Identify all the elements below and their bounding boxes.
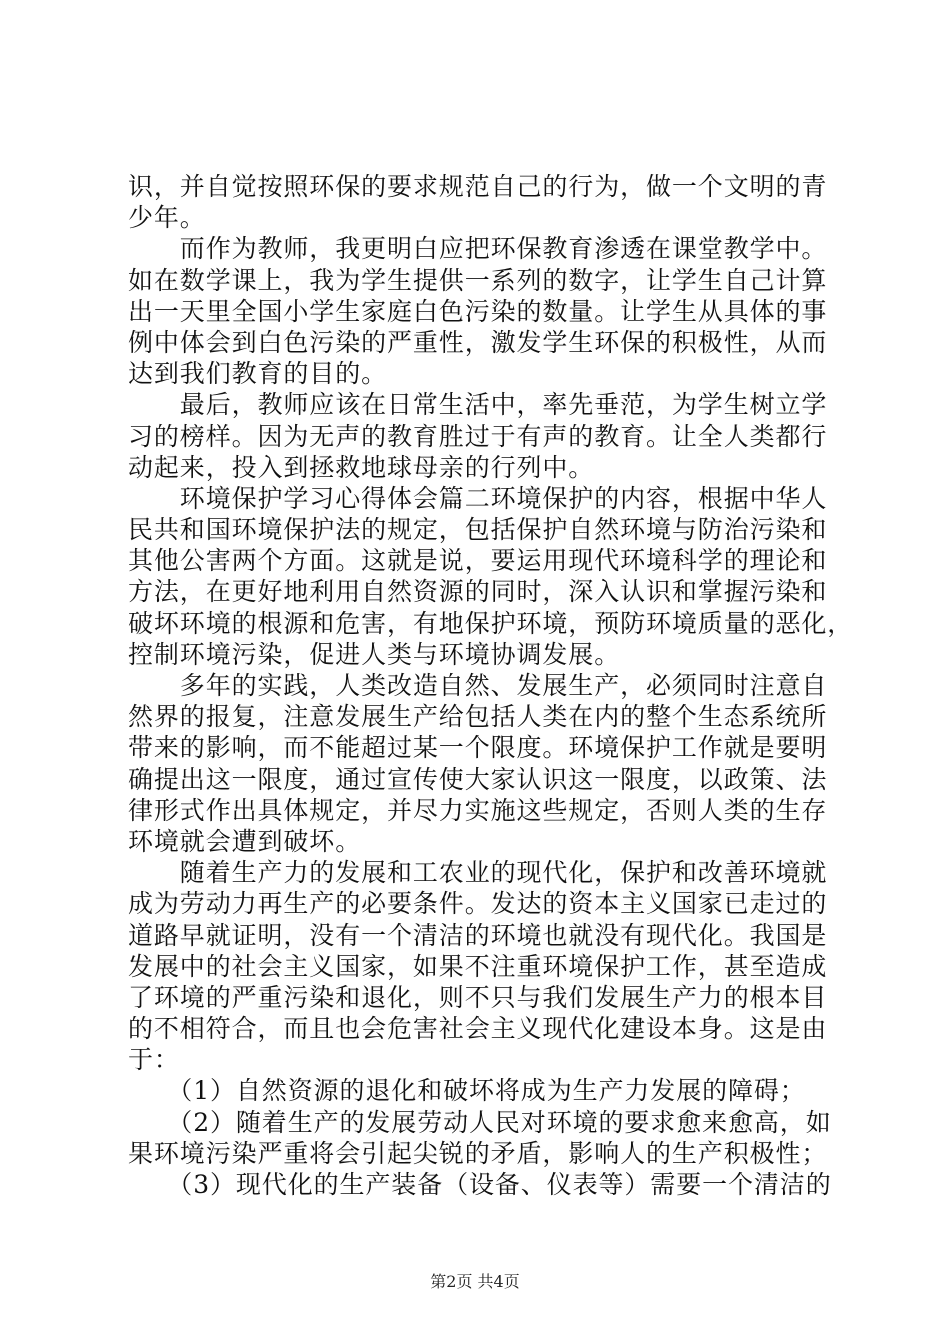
text-line: 果环境污染严重将会引起尖锐的矛盾，影响人的生产积极性； [128, 1138, 828, 1168]
text-line: 发展中的社会主义国家，如果不注重环境保护工作，甚至造成 [128, 951, 828, 981]
text-line: 环境就会遭到破坏。 [128, 826, 362, 856]
text-line: 随着生产力的发展和工农业的现代化，保护和改善环境就 [128, 858, 828, 888]
text-line: 少年。 [128, 203, 206, 233]
text-line: 民共和国环境保护法的规定，包括保护自然环境与防治污染和 [128, 515, 828, 545]
text-line: 而作为教师，我更明白应把环保教育渗透在课堂教学中。 [128, 234, 828, 264]
text-line: 识，并自觉按照环保的要求规范自己的行为，做一个文明的青 [128, 172, 828, 201]
text-line: （3）现代化的生产装备（设备、仪表等）需要一个清洁的 [128, 1170, 832, 1199]
text-line: 确提出这一限度，通过宣传使大家认识这一限度，以政策、法 [128, 764, 828, 794]
text-line: 然界的报复，注意发展生产给包括人类在内的整个生态系统所 [128, 702, 828, 732]
text-line: 破坏环境的根源和危害，有地保护环境，预防环境质量的恶化， [128, 608, 854, 638]
text-line: 控制环境污染，促进人类与环境协调发展。 [128, 639, 621, 669]
text-line: 道路早就证明，没有一个清洁的环境也就没有现代化。我国是 [128, 920, 828, 950]
text-line: 其他公害两个方面。这就是说，要运用现代环境科学的理论和 [128, 546, 828, 576]
text-line: 了环境的严重污染和退化，则不只与我们发展生产力的根本目 [128, 982, 828, 1012]
text-line: 如在数学课上，我为学生提供一系列的数字，让学生自己计算 [128, 265, 828, 295]
text-line: （2）随着生产的发展劳动人民对环境的要求愈来愈高，如 [128, 1107, 832, 1137]
text-line: 习的榜样。因为无声的教育胜过于有声的教育。让全人类都行 [128, 421, 828, 451]
text-line: 律形式作出具体规定，并尽力实施这些规定，否则人类的生存 [128, 795, 828, 825]
text-line: 环境保护学习心得体会篇二环境保护的内容，根据中华人 [128, 483, 828, 513]
text-line: 带来的影响，而不能超过某一个限度。环境保护工作就是要明 [128, 733, 828, 763]
text-line: 最后，教师应该在日常生活中，率先垂范，为学生树立学 [128, 390, 828, 420]
text-line: 方法，在更好地利用自然资源的同时，深入认识和掌握污染和 [128, 577, 828, 607]
text-line: 的不相符合，而且也会危害社会主义现代化建设本身。这是由 [128, 1014, 828, 1044]
page-footer: 第2页 共4页 [430, 1272, 520, 1291]
text-line: 出一天里全国小学生家庭白色污染的数量。让学生从具体的事 [128, 296, 828, 326]
text-line: 达到我们教育的目的。 [128, 359, 388, 389]
text-line: 成为劳动力再生产的必要条件。发达的资本主义国家已走过的 [128, 889, 828, 919]
text-line: 多年的实践，人类改造自然、发展生产，必须同时注意自 [128, 671, 828, 700]
text-line: （1）自然资源的退化和破坏将成为生产力发展的障碍； [128, 1076, 806, 1106]
document-body [128, 171, 854, 1200]
text-line: 于： [128, 1045, 180, 1075]
text-line: 例中体会到白色污染的严重性，激发学生环保的积极性，从而 [128, 327, 828, 357]
text-line: 动起来，投入到拯救地球母亲的行列中。 [128, 452, 595, 482]
